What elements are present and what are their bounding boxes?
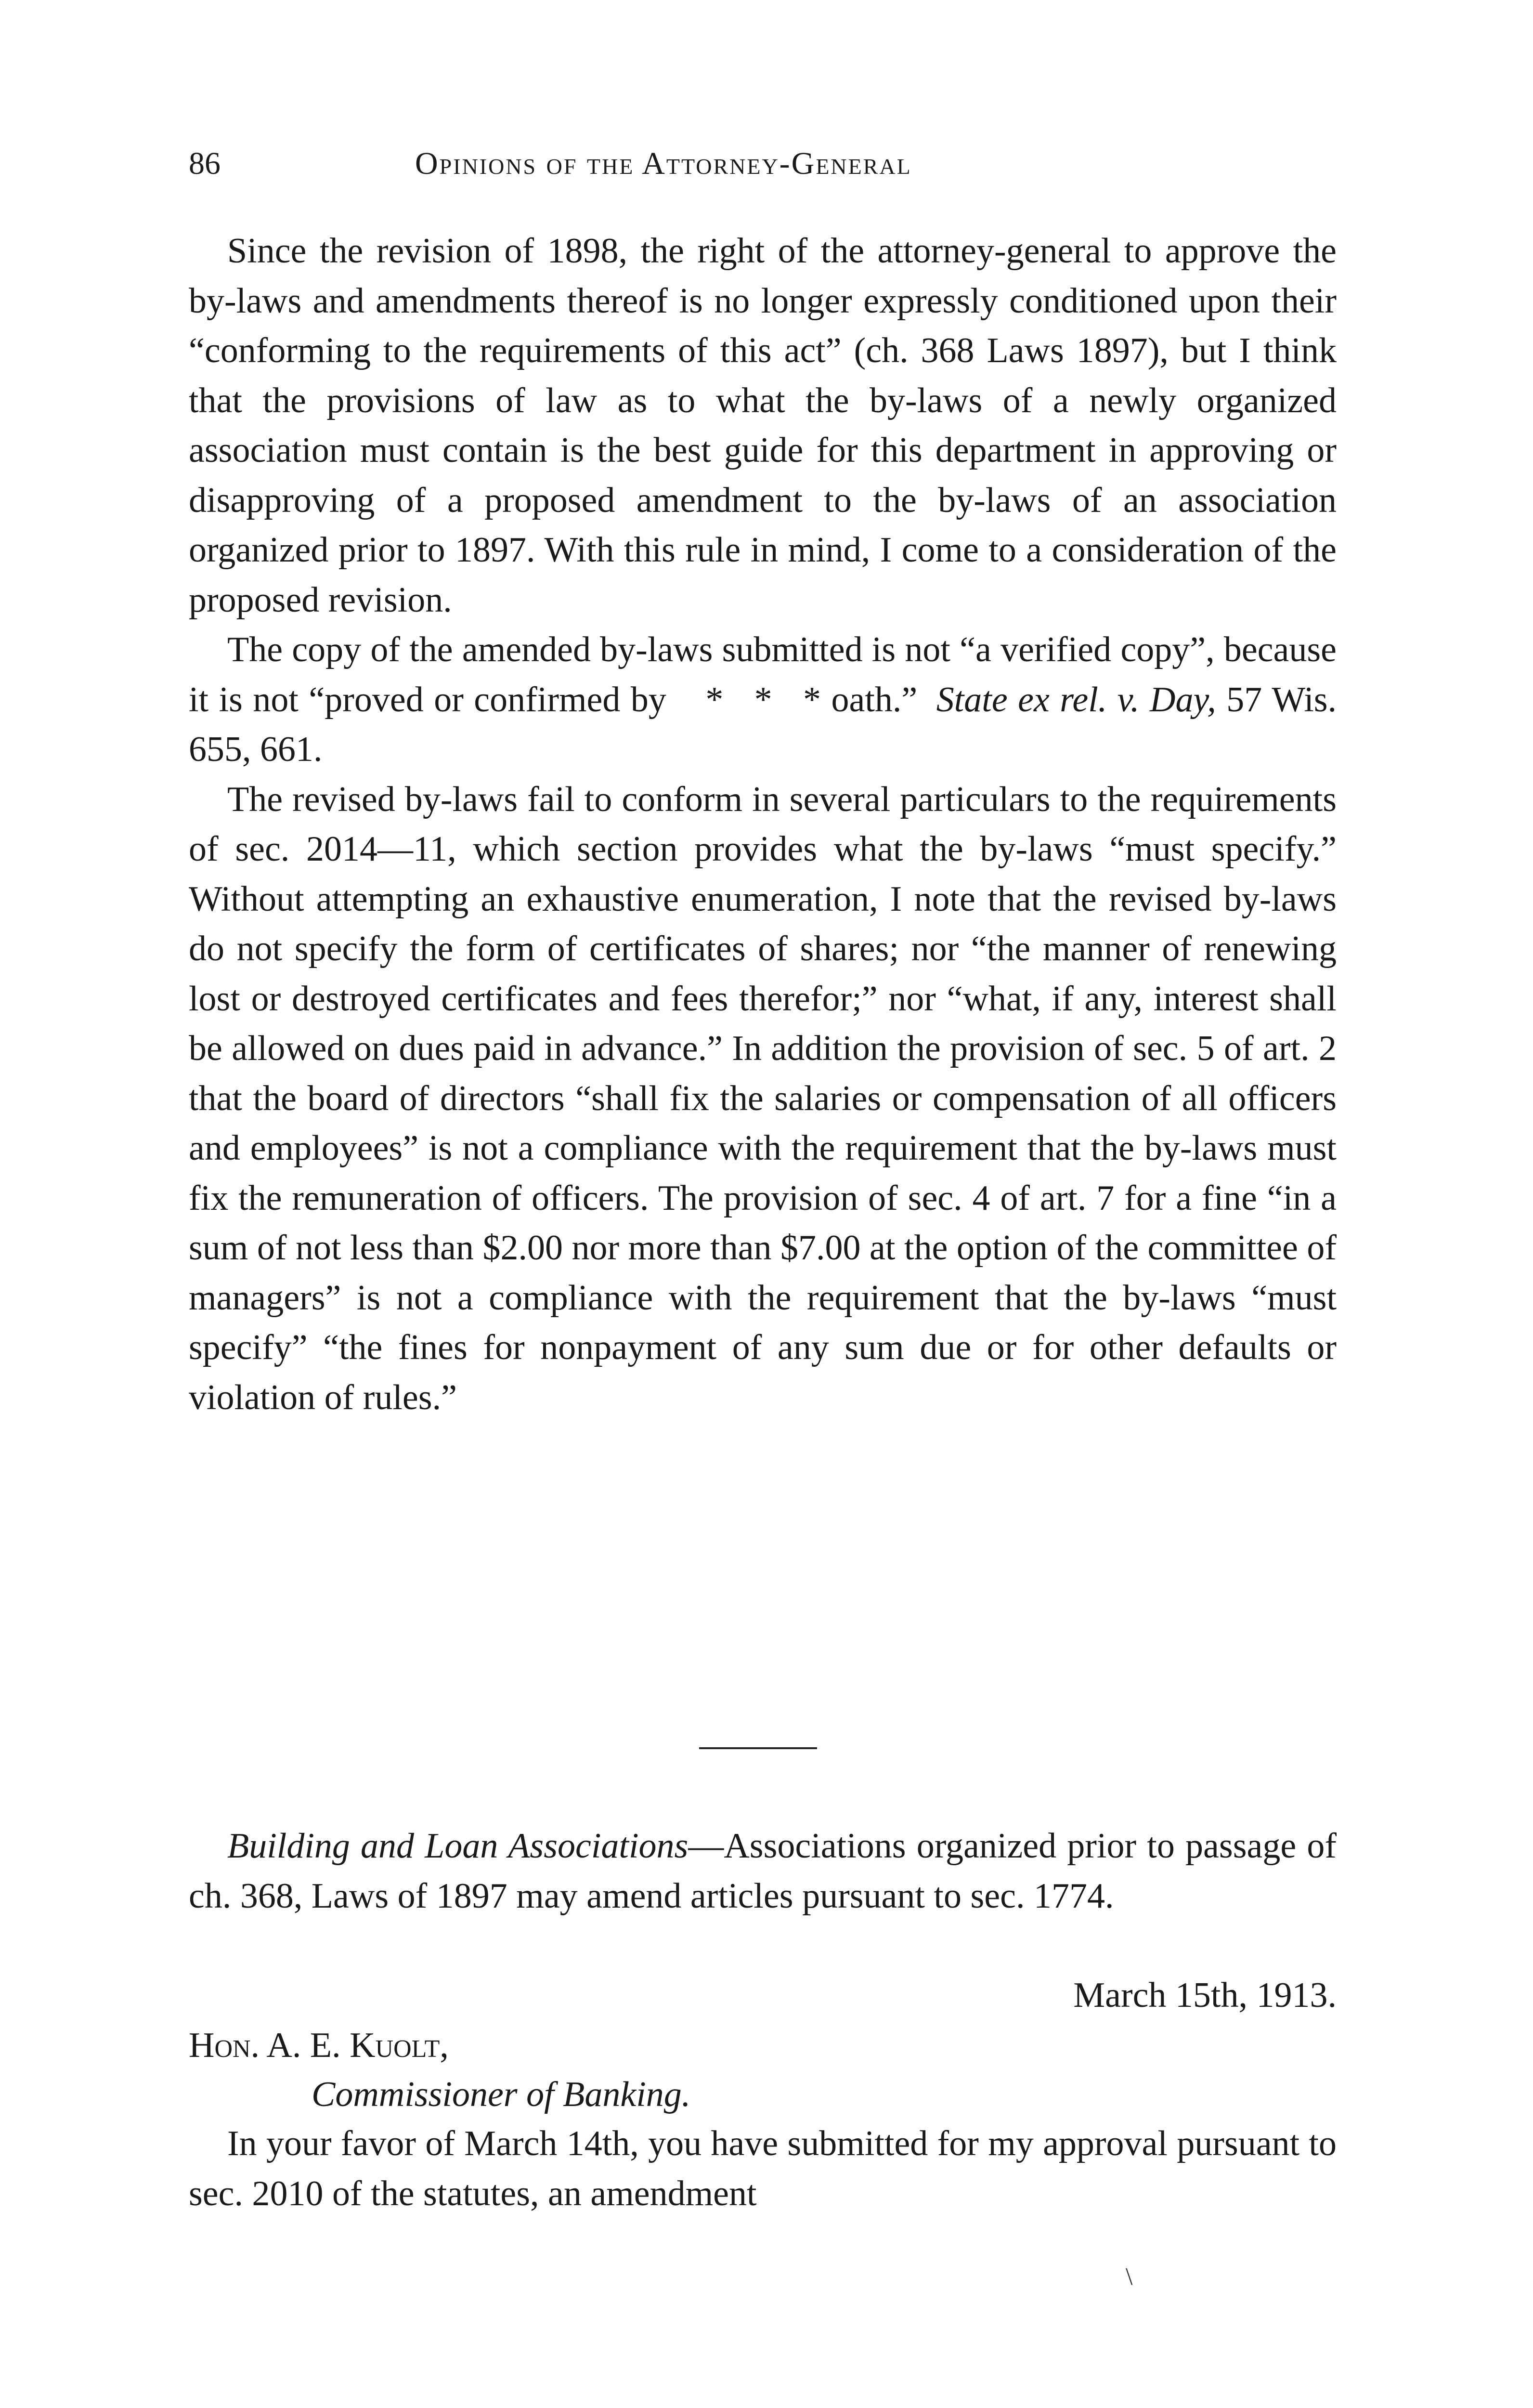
paragraph-revision: Since the revision of 1898, the right of the attorney-general to approve the by-laws and amendments thereof is no longer expressly conditioned upon their “conforming to the requirements of this act” (ch. 368 Laws 1897), but I think that the provisions of law as to what the by-laws of a newly organized association must contain is the best guide for this department in approving or disapproving of a proposed amendment to the by-laws of an association organized prior to 1897. With this rule in mind, I come to a consideration of the proposed revision. bbox=[189, 231, 1337, 620]
letter-addressee: Hon. A. E. Kuolt, bbox=[189, 2026, 449, 2065]
letter-body-paragraph: In your favor of March 14th, you have submitted for my approval pursuant to sec. 2010 of the statutes, an amendment bbox=[189, 2124, 1337, 2213]
letter-date: March 15th, 1913. bbox=[1073, 1976, 1337, 2015]
headnote-paragraph bbox=[189, 1821, 1337, 1921]
headnote bbox=[189, 1821, 1337, 1921]
verification-text-after: oath.” bbox=[831, 680, 918, 720]
verification-text: The copy of the amended by-laws submitted is not “a verified copy”, because it is not “proved or confirmed by bbox=[189, 630, 1337, 720]
paragraph-verification bbox=[189, 625, 1337, 775]
citation-case-name: State ex rel. v. Day, bbox=[936, 680, 1216, 720]
omission-asterisks: * * * bbox=[705, 680, 821, 720]
section-divider bbox=[699, 1747, 817, 1749]
opinion-body-continued bbox=[189, 226, 1337, 1423]
paragraph-requirements: The revised by-laws fail to conform in several particulars to the requirements of sec. 2014—11, which section provides what the by-laws “must specify.” Without attempting an exhaustive enumeration, I note that the revised by-laws do not specify the form of certificates of shares; nor “the manner of renewing lost or destroyed certificates and fees therefor;” nor “what, if any, interest shall be allowed on dues paid in advance.” In addition the provision of sec. 5 of art. 2 that the board of directors “shall fix the salaries or compensation of all officers and employees” is not a compliance with the requirement that the by-laws must fix the remuneration of officers. The provision of sec. 4 of art. 7 for a fine “in a sum of not less than $2.00 nor more than $7.00 at the option of the committee of managers” is not a compliance with the requirement that the by-laws “must specify” “the fines for nonpayment of any sum due or for other defaults or violation of rules.” bbox=[189, 779, 1337, 1417]
page-number: 86 bbox=[189, 146, 221, 181]
running-title: Opinions of the Attorney-General bbox=[415, 146, 912, 181]
book-page bbox=[189, 0, 1337, 2408]
stray-page-mark: \ bbox=[1126, 2263, 1133, 2290]
letter-addressee-title: Commissioner of Banking. bbox=[312, 2075, 691, 2114]
citation-reference: 57 Wis. 655, 661. bbox=[189, 680, 1337, 769]
headnote-subject: Building and Loan Associations bbox=[227, 1826, 689, 1866]
letter-body bbox=[189, 2119, 1337, 2219]
headnote-summary: —Associations organized prior to passage of ch. 368, Laws of 1897 may amend articles pursuant to sec. 1774. bbox=[189, 1826, 1337, 1916]
running-head bbox=[189, 142, 1337, 185]
